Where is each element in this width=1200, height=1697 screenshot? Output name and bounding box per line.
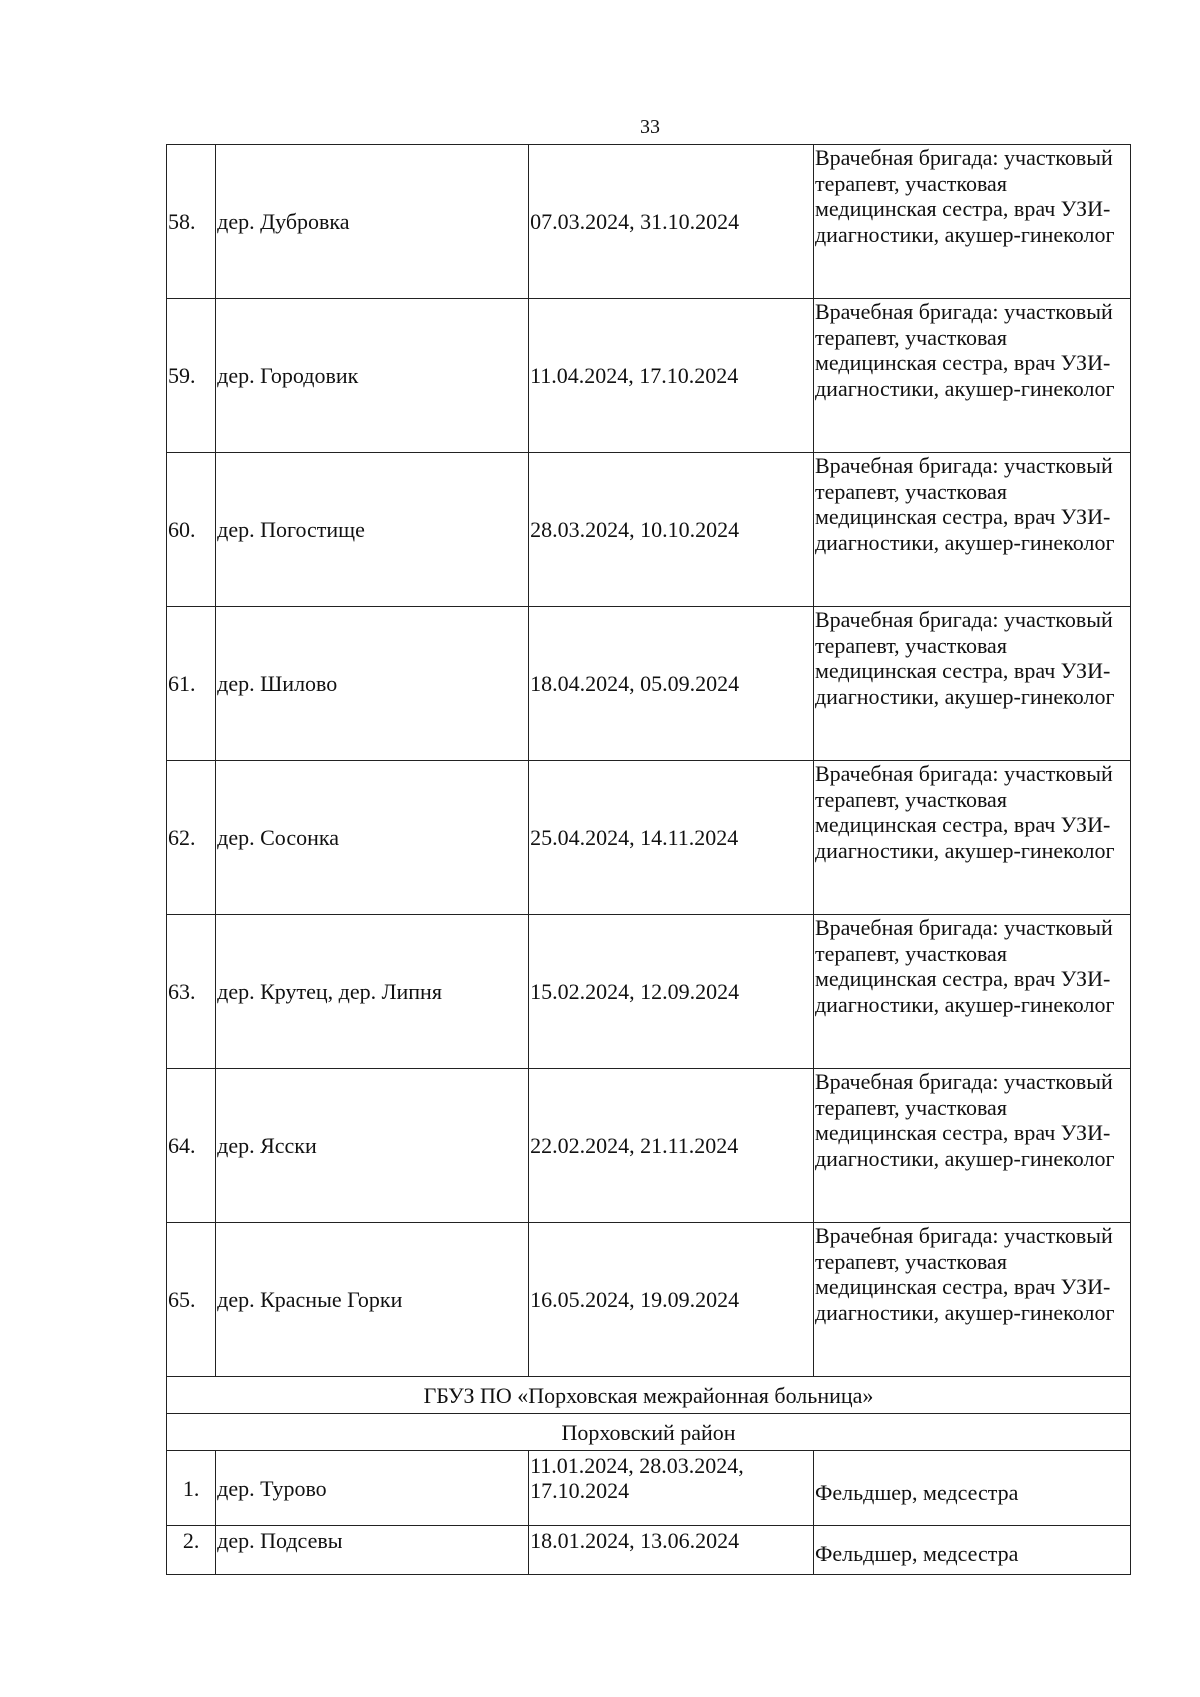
visit-dates: 07.03.2024, 31.10.2024 [529, 145, 814, 299]
medical-team: Фельдшер, медсестра [813, 1526, 1130, 1575]
table-row [167, 607, 1131, 761]
medical-team: Врачебная бригада: участковый терапевт, участковая медицинская сестра, врач УЗИ-диагностики, акушер-гинеколог [813, 145, 1130, 299]
institution-header-row [167, 1377, 1131, 1414]
medical-team: Врачебная бригада: участковый терапевт, участковая медицинская сестра, врач УЗИ-диагностики, акушер-гинеколог [813, 1069, 1130, 1223]
row-number: 64. [167, 1069, 216, 1223]
medical-team: Врачебная бригада: участковый терапевт, участковая медицинская сестра, врач УЗИ-диагностики, акушер-гинеколог [813, 607, 1130, 761]
table-row [167, 145, 1131, 299]
institution-header: ГБУЗ ПО «Порховская межрайонная больница» [167, 1377, 1131, 1414]
district-header-row [167, 1414, 1131, 1451]
row-number: 60. [167, 453, 216, 607]
settlement-name: дер. Турово [216, 1451, 529, 1526]
settlement-name: дер. Городовик [216, 299, 529, 453]
table-row [167, 453, 1131, 607]
row-number: 61. [167, 607, 216, 761]
visit-dates: 11.01.2024, 28.03.2024, 17.10.2024 [529, 1451, 814, 1526]
medical-team: Врачебная бригада: участковый терапевт, участковая медицинская сестра, врач УЗИ-диагностики, акушер-гинеколог [813, 915, 1130, 1069]
medical-team: Фельдшер, медсестра [813, 1451, 1130, 1526]
table-row [167, 761, 1131, 915]
page-number: 33 [640, 116, 660, 138]
visit-dates: 15.02.2024, 12.09.2024 [529, 915, 814, 1069]
settlement-name: дер. Крутец, дер. Липня [216, 915, 529, 1069]
row-number: 58. [167, 145, 216, 299]
visit-dates: 18.01.2024, 13.06.2024 [529, 1526, 814, 1575]
district-header: Порховский район [167, 1414, 1131, 1451]
visit-dates: 16.05.2024, 19.09.2024 [529, 1223, 814, 1377]
row-number: 62. [167, 761, 216, 915]
table-row [167, 1451, 1131, 1526]
table-row [167, 1223, 1131, 1377]
schedule-table [166, 144, 1131, 1575]
settlement-name: дер. Ясски [216, 1069, 529, 1223]
row-number: 63. [167, 915, 216, 1069]
settlement-name: дер. Сосонка [216, 761, 529, 915]
medical-team: Врачебная бригада: участковый терапевт, участковая медицинская сестра, врач УЗИ-диагностики, акушер-гинеколог [813, 453, 1130, 607]
row-number: 1. [167, 1451, 216, 1526]
table-row [167, 299, 1131, 453]
row-number: 65. [167, 1223, 216, 1377]
settlement-name: дер. Дубровка [216, 145, 529, 299]
visit-dates: 11.04.2024, 17.10.2024 [529, 299, 814, 453]
medical-team: Врачебная бригада: участковый терапевт, участковая медицинская сестра, врач УЗИ-диагностики, акушер-гинеколог [813, 299, 1130, 453]
visit-dates: 25.04.2024, 14.11.2024 [529, 761, 814, 915]
settlement-name: дер. Красные Горки [216, 1223, 529, 1377]
table-row [167, 1526, 1131, 1575]
visit-dates: 18.04.2024, 05.09.2024 [529, 607, 814, 761]
table-row [167, 915, 1131, 1069]
medical-team: Врачебная бригада: участковый терапевт, участковая медицинская сестра, врач УЗИ-диагностики, акушер-гинеколог [813, 1223, 1130, 1377]
row-number: 59. [167, 299, 216, 453]
medical-team: Врачебная бригада: участковый терапевт, участковая медицинская сестра, врач УЗИ-диагностики, акушер-гинеколог [813, 761, 1130, 915]
settlement-name: дер. Шилово [216, 607, 529, 761]
settlement-name: дер. Погостище [216, 453, 529, 607]
visit-dates: 28.03.2024, 10.10.2024 [529, 453, 814, 607]
settlement-name: дер. Подсевы [216, 1526, 529, 1575]
visit-dates: 22.02.2024, 21.11.2024 [529, 1069, 814, 1223]
table-row [167, 1069, 1131, 1223]
row-number: 2. [167, 1526, 216, 1575]
